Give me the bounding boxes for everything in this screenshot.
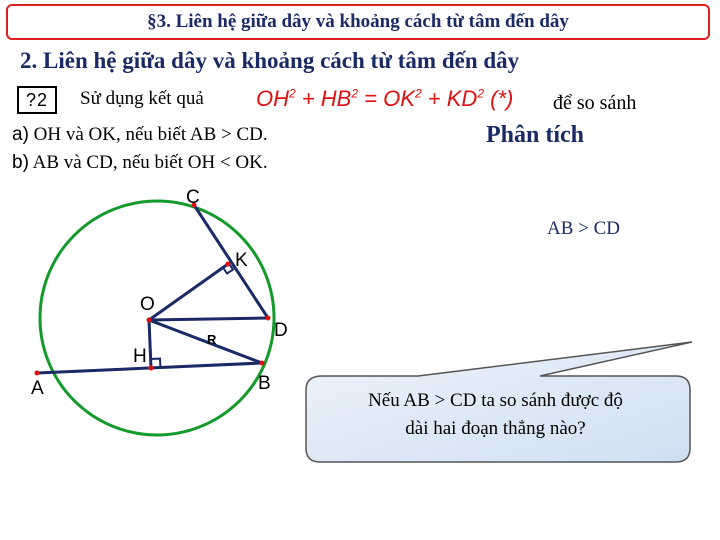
formula-term-hb: HB <box>320 86 352 111</box>
chord-cd <box>194 205 268 318</box>
point-k <box>226 262 231 267</box>
point-b <box>260 361 265 366</box>
point-o <box>147 318 152 323</box>
formula-equals: = <box>364 86 378 111</box>
callout-text <box>313 387 678 443</box>
formula-exp-1: 2 <box>289 86 296 101</box>
formula-exp-4: 2 <box>477 86 484 101</box>
question-icon: ?2 <box>17 86 57 114</box>
item-a-text: OH và OK, nếu biết AB > CD. <box>33 124 268 145</box>
formula-term-kd: KD <box>446 86 478 111</box>
formula-plus-2: + <box>427 86 441 111</box>
label-d: D <box>274 320 288 341</box>
label-c: C <box>186 187 200 208</box>
segment-oh <box>149 320 151 368</box>
label-a: A <box>31 378 44 399</box>
label-b: B <box>258 373 271 394</box>
analysis-given: AB > CD <box>547 218 621 239</box>
item-b-label: b) <box>12 152 29 173</box>
slide-subtitle: 2. Liên hệ giữa dây và khoảng cách từ tâm đến dây <box>20 48 520 73</box>
slide-title: §3. Liên hệ giữa dây và khoảng cách từ tâm đến dây <box>147 11 569 32</box>
formula-term-ok: OK <box>383 86 415 111</box>
segment-od <box>149 318 268 320</box>
callout-line-2: dài hai đoạn thẳng nào? <box>405 418 586 439</box>
item-b-text: AB và CD, nếu biết OH < OK. <box>32 152 268 173</box>
instruction-text: Sử dụng kết quả <box>80 88 204 109</box>
label-h: H <box>133 346 147 367</box>
formula-plus-1: + <box>301 86 315 111</box>
formula-term-oh: OH <box>256 86 289 111</box>
callout-line-1: Nếu AB > CD ta so sánh được độ <box>368 390 623 411</box>
item-a-label: a) <box>12 124 29 145</box>
point-a <box>35 371 40 376</box>
point-h <box>149 366 154 371</box>
instruction-tail: để so sánh <box>553 92 637 114</box>
label-o: O <box>140 294 155 315</box>
segment-ob <box>149 320 262 363</box>
label-k: K <box>235 250 248 271</box>
formula-exp-2: 2 <box>351 86 359 101</box>
point-d <box>266 316 271 321</box>
segment-ok <box>149 264 228 320</box>
analysis-heading: Phân tích <box>486 122 585 148</box>
label-r: R <box>207 332 217 347</box>
formula-exp-3: 2 <box>414 86 422 101</box>
formula-tag: (*) <box>490 86 514 111</box>
